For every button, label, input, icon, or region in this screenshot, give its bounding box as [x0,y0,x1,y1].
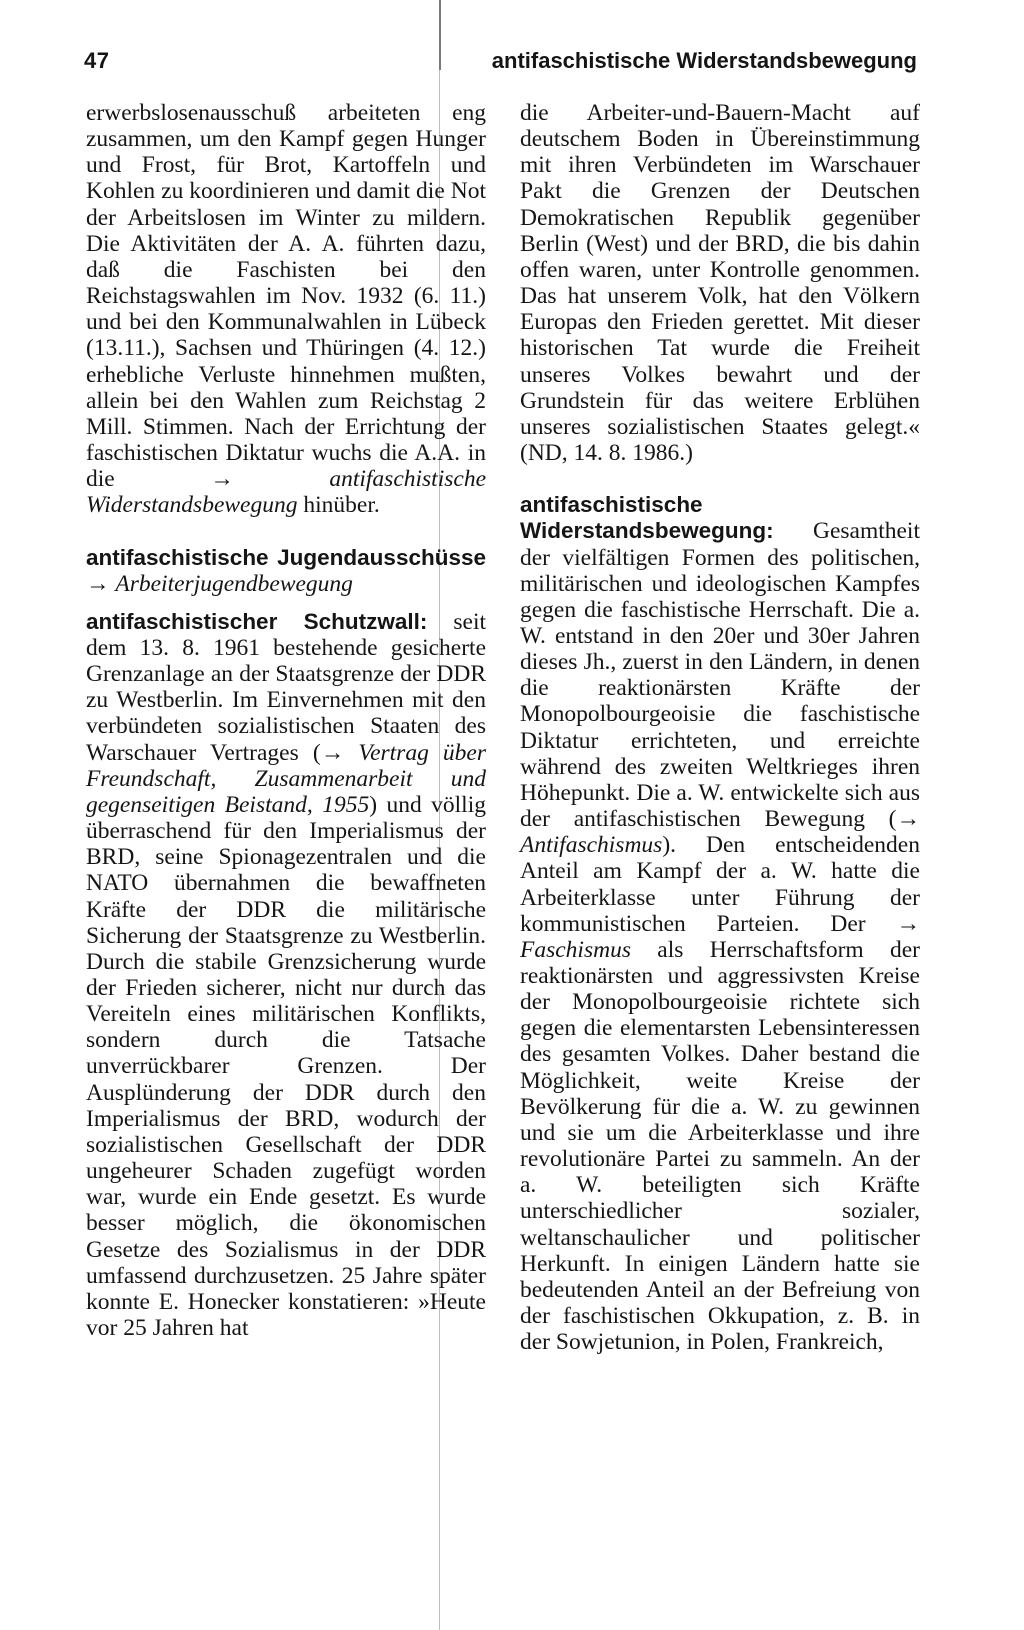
dictionary-entry-widerstandsbewegung [520,492,920,1355]
entry-headword: antifaschistische Widerstandsbewegung: [520,492,774,544]
left-column [86,100,486,1341]
cross-reference-link[interactable]: Arbeiterjugendbewegung [115,570,353,597]
entry-text: als Herrschaftsform der reaktionärsten und aggressivsten Kreise der Monopolbourgeoisie richtete sich gegen die elementarsten Lebensinteressen des gesamten Volkes. Daher bestand die Möglichkeit, weite Kreise der Bevölkerung für die a. W. zu gewinnen und sie um die Arbeiterklasse und ihre revolutionäre Partei zu sammeln. An der a. W. beteiligten sich Kräfte unterschiedlicher sozialer, weltanschaulicher und politischer Herkunft. In einigen Ländern hatte sie bedeutenden Anteil an der Befreiung von der faschistischen Okkupation, z. B. in der Sowjetunion, in Polen, Frankreich, [520,936,921,1356]
xref-arrow: → [896,806,920,833]
page-number: 47 [84,48,110,73]
continuation-paragraph [86,100,486,519]
continuation-text: erwerbslosenausschuß arbeiteten eng zusammen, um den Kampf gegen Hunger und Frost, für Brot, Kartoffeln und Kohlen zu koordinieren und damit die Not der Arbeitslosen im Winter zu mildern. Die Aktivitäten der A. A. führten dazu, daß die Faschisten bei den Reichstagswahlen im Nov. 1932 (6. 11.) und bei den Kommunalwahlen in Lübeck (13.11.), Sachsen und Thüringen (4. 12.) erhebliche Verluste hinnehmen mußten, allein bei den Wahlen zum Reichstag 2 Mill. Stimmen. Nach der Errichtung der faschistischen Diktatur wuchs die A.A. in die [86,100,486,493]
entry-text: Gesamtheit der vielfältigen Formen des politischen, militärischen und ideologischen Kampfes gegen die faschistische Herrschaft. Die a. W. entstand in den 20er und 30er Jahren dieses Jh., zuerst in den Ländern, in denen die reaktionärsten Kräfte der Monopolbourgeoisie die faschistische Diktatur errichteten, und erreichte während des zweiten Weltkrieges ihren Höhepunkt. Die a. W. entwickelte sich aus der antifaschistischen Bewegung ( [520,518,920,833]
continuation-text: die Arbeiter-und-Bauern-Macht auf deutschem Boden in Übereinstimmung mit ihren Verbündeten im Warschauer Pakt die Grenzen der Deutschen Demokratischen Republik gegenüber Berlin (West) und der BRD, die bis dahin offen waren, unter Kontrolle genommen. Das hat unserem Volk, hat den Völkern Europas den Frieden gerettet. Mit dieser historischen Tat wurde die Freiheit unseres Volkes bewahrt und der Grundstein für das weitere Erblühen unseres sozialistischen Staates gelegt.« (ND, 14. 8. 1986.) [520,100,920,467]
page-header [84,48,917,84]
continuation-end: hinüber. [303,492,380,519]
xref-arrow: → [86,570,110,597]
running-head: antifaschistische Widerstandsbewegung [491,48,917,73]
continuation-paragraph [520,100,920,466]
cross-reference-link[interactable]: Vertrag über Freundschaft, Zusammenarbeit und gegenseitigen Beistand, 1955 [86,739,487,818]
dictionary-entry-jugendausschuesse [86,545,486,597]
entry-headword: antifaschistische Jugendausschüsse [86,544,486,570]
entry-text: seit dem 13. 8. 1961 bestehende gesicherte Grenzanlage an der Staatsgrenze der DDR zu Westberlin. Im Einvernehmen mit den verbündeten sozialistischen Staaten des Warschauer Vertrages ( [86,608,487,766]
cross-reference-link[interactable]: antifaschistische Widerstandsbewegung [86,466,486,519]
xref-arrow: → [896,910,920,937]
entry-text: ) und völlig überraschend für den Imperialismus der BRD, seine Spionagezentralen und die NATO übernahmen die bewaffneten Kräfte der DDR die militärische Sicherung der Staatsgrenze zu Westberlin. Durch die stabile Grenzsicherung wurde der Frieden sicherer, nicht nur durch das Vereiteln eines militärischen Konflikts, sondern durch die Tatsache unverrückbarer Grenzen. Der Ausplünderung der DDR durch den Imperialismus der BRD, wodurch der sozialistischen Gesellschaft der DDR ungeheurer Schaden zugefügt worden war, wurde ein Ende gesetzt. Es wurde besser möglich, die ökonomischen Gesetze des Sozialismus in der DDR umfassend durchzusetzen. 25 Jahre später konnte E. Honecker konstatieren: »Heute vor 25 Jahren hat [86,791,486,1342]
right-column [520,100,920,1355]
xref-arrow: → [320,739,345,766]
xref-arrow: → [210,466,234,493]
cross-reference-link[interactable]: Antifaschismus [520,832,663,859]
cross-reference-link[interactable]: Faschismus [520,936,631,963]
entry-headword: antifaschistischer Schutzwall: [86,608,428,634]
entry-text: ). Den entscheidenden Anteil am Kampf der a. W. hatte die Arbeiterklasse unter Führung der kommunistischen Parteien. Der [520,832,920,937]
dictionary-entry-schutzwall [86,609,486,1341]
